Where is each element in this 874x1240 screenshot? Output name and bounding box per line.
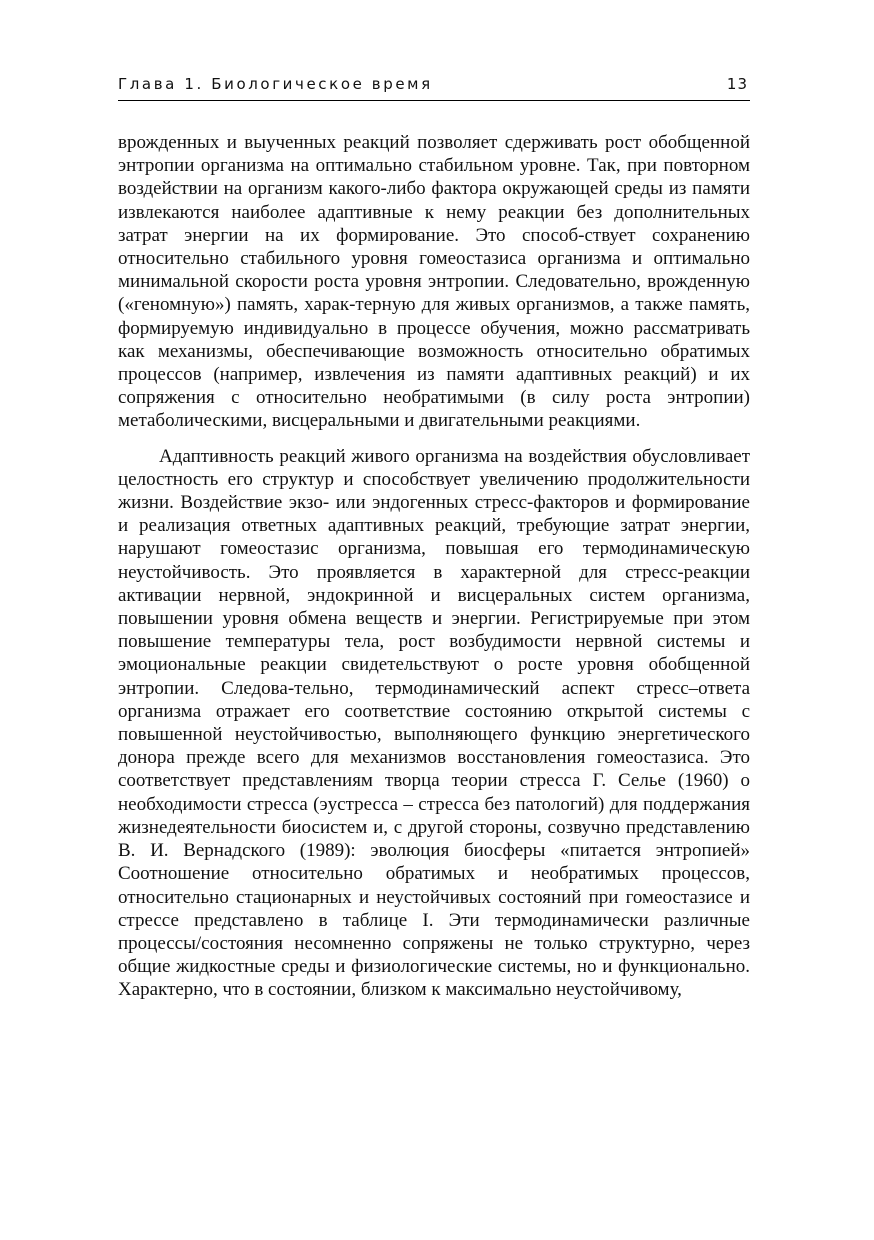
paragraph-continuation: врожденных и выученных реакций позволяет сдерживать рост обобщенной энтропии организма на оптимально стабильном уровне. Так, при повторном воздействии на организм какого-либо фактора окружающей среды из памяти извлекаются наиболее адаптивные к нему реакции без дополнительных затрат энергии на их формирование. Это способ-ствует сохранению относительно стабильного уровня гомеостазиса организма и оптимально минимальной скорости роста уровня энтропии. Следовательно, врожденную («геномную») память, харак-терную для живых организмов, а также память, формируемую индивидуально в процессе обучения, можно рассматривать как механизмы, обеспечивающие возможность относительно обратимых процессов (например, извлечения из памяти адаптивных реакций) и их сопряжения с относительно необратимыми (в силу роста энтропии) метаболическими, висцеральными и двигательными реакциями.: [118, 132, 750, 432]
page-number: 13: [726, 75, 748, 93]
body-text: [118, 131, 750, 1002]
paragraph-adaptivity: Адаптивность реакций живого организма на воздействия обусловливает целостность его структур и способствует увеличению продолжительности жизни. Воздействие экзо- или эндогенных стресс-факторов и формирование и реализация ответных адаптивных реакций, требующие затрат энергии, нарушают гомеостазис организма, повышая его термодинамическую неустойчивость. Это проявляется в характерной для стресс-реакции активации нервной, эндокринной и висцеральных систем организма, повышении уровня обмена веществ и энергии. Регистрируемые при этом повышение температуры тела, рост возбудимости нервной системы и эмоциональные реакции свидетельствуют о росте уровня обобщенной энтропии. Следова-тельно, термодинамический аспект стресс–ответа организма отражает его соответствие состоянию открытой системы с повышенной неустойчивостью, выполняющего функцию энергетического донора прежде всего для механизмов восстановления гомеостазиса. Это соответствует представлениям творца теории стресса Г. Селье (1960) о необходимости стресса (эустресса – стресса без патологий) для поддержания жизнедеятельности биосистем и, с другой стороны, созвучно представлению В. И. Вернадского (1989): эволюция биосферы «питается энтропией» Соотношение относительно обратимых и необратимых процессов, относительно стационарных и неустойчивых состояний при гомеостазисе и стрессе представлено в таблице I. Эти термодинамически различные процессы/состояния несомненно сопряжены не только структурно, через общие жидкостные среды и физиологические системы, но и функционально. Характерно, что в состоянии, близком к максимально неустойчивому,: [118, 445, 750, 1001]
chapter-title: Глава 1. Биологическое время: [118, 75, 433, 93]
running-header: [118, 72, 750, 101]
